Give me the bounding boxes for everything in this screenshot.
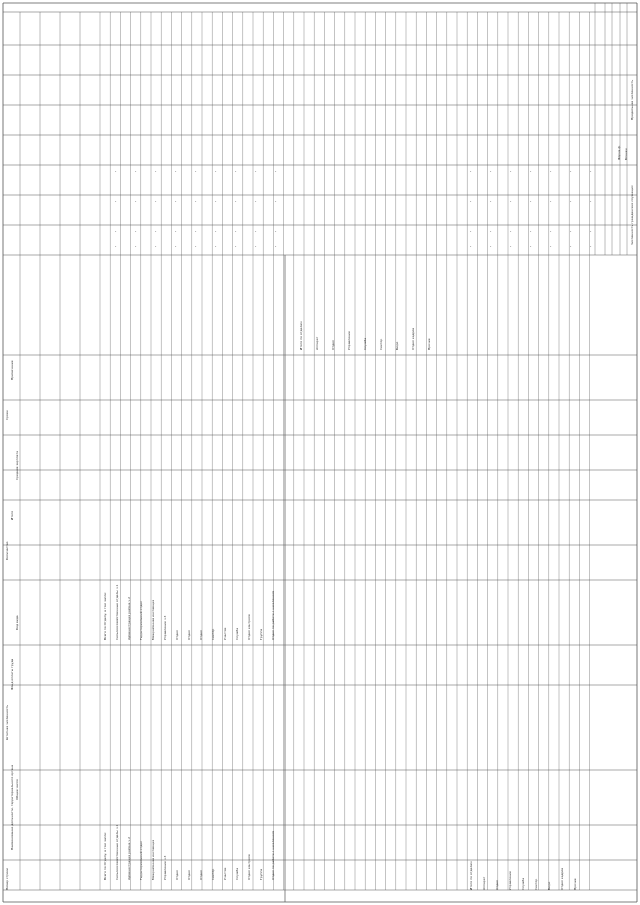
cell-dot-4: ·: [135, 169, 137, 175]
cell-dot-62: ·: [590, 229, 592, 235]
cell-dot-49: ·: [530, 199, 532, 205]
section-b-row-2: Отдел: [495, 880, 499, 890]
cell-dot-31: ·: [255, 244, 257, 250]
section-a-mid-row-1: Сельскохозяйственные отделы ч.1: [115, 584, 119, 640]
section-b-mid-row-0: Итого по отделам: [299, 321, 303, 350]
cell-dot-21: ·: [215, 199, 217, 205]
cell-dot-50: ·: [530, 229, 532, 235]
section-a-mid-row-11: Служба: [235, 627, 239, 640]
cell-dot-23: ·: [215, 244, 217, 250]
section-b-mid-row-2: Отдел: [331, 340, 335, 350]
section-b-row-6: Бюро: [547, 881, 551, 890]
cell-dot-13: ·: [175, 199, 177, 205]
section-b-row-3: Управление: [508, 871, 512, 890]
section-a-row-10: Участок: [223, 867, 227, 880]
cell-dot-28: ·: [255, 169, 257, 175]
section-b-row-1: Аппарат: [482, 876, 486, 890]
cell-dot-33: ·: [275, 199, 277, 205]
section-a-mid-row-10: Участок: [223, 627, 227, 640]
column-header-9: Сроки: [5, 410, 9, 420]
cell-dot-36: ·: [470, 169, 472, 175]
cell-dot-27: ·: [235, 244, 237, 250]
cell-dot-52: ·: [550, 169, 552, 175]
column-header-6: Количество: [5, 541, 9, 560]
group-label-2: Предельная численность: [630, 79, 634, 120]
cell-dot-1: ·: [115, 199, 117, 205]
section-a-mid-row-14: Отдел по работе с населением: [271, 590, 275, 640]
cell-dot-15: ·: [175, 244, 177, 250]
column-header-2: Общее число: [15, 779, 19, 800]
section-a-row-8: Отдел: [199, 870, 203, 880]
cell-dot-38: ·: [470, 229, 472, 235]
section-a-row-9: Сектор: [211, 868, 215, 880]
cell-dot-24: ·: [235, 169, 237, 175]
cell-dot-59: ·: [570, 244, 572, 250]
cell-dot-60: ·: [590, 169, 592, 175]
cell-dot-22: ·: [215, 229, 217, 235]
cell-dot-51: ·: [530, 244, 532, 250]
column-header-4: Фонд оплаты труда: [10, 658, 14, 690]
section-b-row-5: Сектор: [534, 878, 538, 890]
cell-dot-26: ·: [235, 229, 237, 235]
cell-dot-61: ·: [590, 199, 592, 205]
section-b-mid-row-7: Отдел кадров: [411, 327, 415, 350]
section-a-mid-row-7: Отдел: [187, 630, 191, 640]
section-a-row-0: Всего по Отделу, в том числе:: [103, 832, 107, 880]
section-a-row-7: Отдел: [187, 870, 191, 880]
cell-dot-55: ·: [550, 244, 552, 250]
doc-title: Бланки: [624, 148, 628, 160]
cell-dot-56: ·: [570, 169, 572, 175]
cell-dot-44: ·: [510, 169, 512, 175]
section-b-row-7: Отдел кадров: [560, 867, 564, 890]
column-header-7: Итого: [10, 510, 14, 520]
column-header-3: Штатная численность: [5, 704, 9, 740]
cell-dot-63: ·: [590, 244, 592, 250]
cell-dot-5: ·: [135, 199, 137, 205]
cell-dot-8: ·: [155, 169, 157, 175]
column-header-1: Наименование должности, территориального органа: [10, 764, 14, 850]
cell-dot-32: ·: [275, 169, 277, 175]
cell-dot-48: ·: [530, 169, 532, 175]
cell-dot-19: ·: [195, 244, 197, 250]
section-b-mid-row-3: Управление: [347, 331, 351, 350]
section-a-mid-row-4: Межрайонная инспекция: [151, 599, 155, 640]
section-b-row-4: Служба: [521, 877, 525, 890]
cell-dot-35: ·: [275, 244, 277, 250]
cell-dot-46: ·: [510, 229, 512, 235]
section-a-row-13: Группа: [259, 868, 263, 880]
cell-dot-37: ·: [470, 199, 472, 205]
cell-dot-30: ·: [255, 229, 257, 235]
cell-dot-58: ·: [570, 229, 572, 235]
section-a-row-2: Администрация района ч.2: [127, 836, 131, 880]
cell-dot-43: ·: [490, 244, 492, 250]
cell-dot-34: ·: [275, 229, 277, 235]
section-a-row-6: Отдел: [175, 870, 179, 880]
section-b-mid-row-4: Служба: [363, 337, 367, 350]
section-a-row-11: Служба: [235, 867, 239, 880]
cell-dot-14: ·: [175, 229, 177, 235]
column-header-8: Средняя зарплата: [15, 450, 19, 480]
section-a-mid-row-8: Отдел: [199, 630, 203, 640]
cell-dot-12: ·: [175, 169, 177, 175]
cell-dot-2: ·: [115, 229, 117, 235]
section-a-mid-row-2: Администрация района ч.2: [127, 596, 131, 640]
cell-dot-7: ·: [135, 244, 137, 250]
cell-dot-29: ·: [255, 199, 257, 205]
cell-dot-41: ·: [490, 199, 492, 205]
cell-dot-53: ·: [550, 199, 552, 205]
section-a-row-4: Межрайонная инспекция: [151, 839, 155, 880]
cell-dot-47: ·: [510, 244, 512, 250]
section-a-row-3: Территориальный отдел: [139, 840, 143, 880]
section-b-row-0: Итого по отделам: [469, 861, 473, 890]
cell-dot-40: ·: [490, 169, 492, 175]
section-a-mid-row-3: Территориальный отдел: [139, 600, 143, 640]
cell-dot-18: ·: [195, 229, 197, 235]
section-b-mid-row-5: Сектор: [379, 338, 383, 350]
cell-dot-17: ·: [195, 199, 197, 205]
section-a-mid-row-9: Сектор: [211, 628, 215, 640]
cell-dot-6: ·: [135, 229, 137, 235]
section-a-mid-row-6: Отдел: [175, 630, 179, 640]
section-a-mid-row-12: Отдел контроля: [247, 614, 251, 640]
cell-dot-39: ·: [470, 244, 472, 250]
section-b-mid-row-6: Бюро: [395, 341, 399, 350]
cell-dot-10: ·: [155, 229, 157, 235]
cell-dot-0: ·: [115, 169, 117, 175]
section-a-mid-row-5: Управление ч.3: [163, 615, 167, 640]
doc-subtitle: Форма ф.: [617, 145, 621, 160]
cell-dot-20: ·: [215, 169, 217, 175]
cell-dot-57: ·: [570, 199, 572, 205]
group-label-1: Численность гражданских служащих: [630, 185, 634, 245]
section-b-mid-row-1: Аппарат: [315, 336, 319, 350]
section-b-mid-row-8: Прочие: [427, 338, 431, 350]
cell-dot-25: ·: [235, 199, 237, 205]
section-a-mid-row-13: Группа: [259, 628, 263, 640]
cell-dot-16: ·: [195, 169, 197, 175]
column-header-0: Номер строки: [5, 868, 9, 890]
section-b-row-8: Прочие: [573, 878, 577, 890]
cell-dot-3: ·: [115, 244, 117, 250]
cell-dot-9: ·: [155, 199, 157, 205]
section-a-row-12: Отдел контроля: [247, 854, 251, 880]
section-a-row-14: Отдел по работе с населением: [271, 830, 275, 880]
section-a-row-5: Управление ч.3: [163, 855, 167, 880]
cell-dot-11: ·: [155, 244, 157, 250]
section-a-mid-row-0: Всего по Отделу, в том числе:: [103, 592, 107, 640]
section-a-row-1: Сельскохозяйственные отделы ч.1: [115, 824, 119, 880]
column-header-10: Примечание: [10, 360, 14, 380]
cell-dot-54: ·: [550, 229, 552, 235]
cell-dot-45: ·: [510, 199, 512, 205]
cell-dot-42: ·: [490, 229, 492, 235]
column-header-5: Код вида: [15, 615, 19, 630]
